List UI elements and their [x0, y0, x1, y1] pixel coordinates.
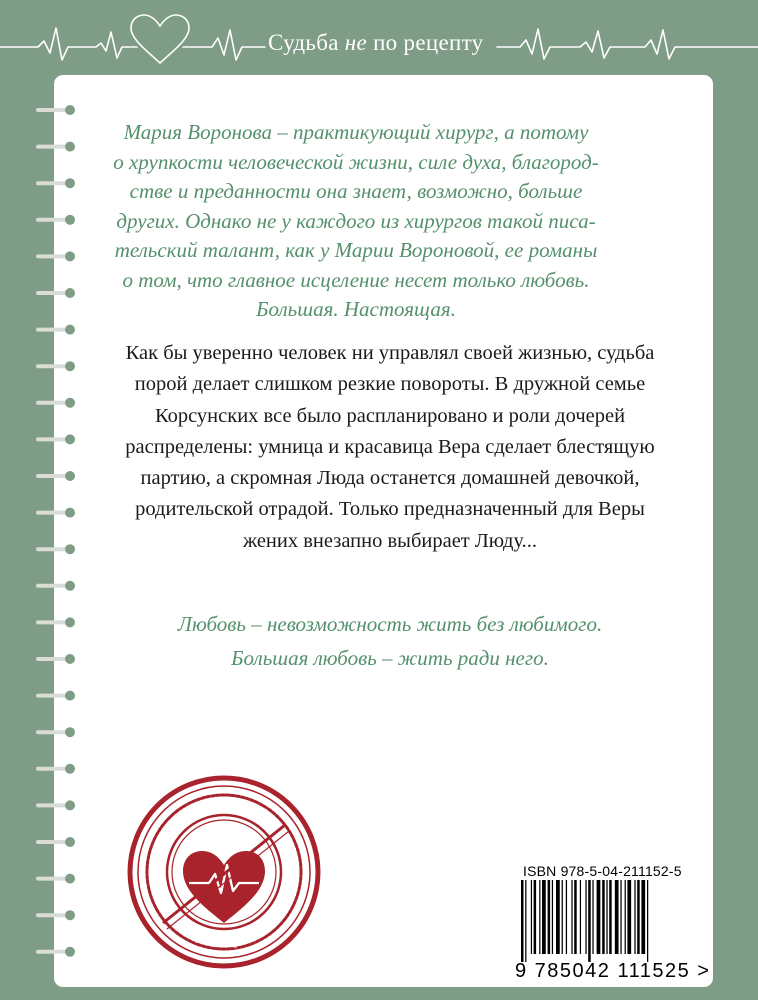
intro-line: стве и преданности она знает, возможно, больше — [129, 179, 583, 203]
intro-line: других. Однако не у каждого из хирургов такой писа- — [116, 208, 596, 233]
intro-line: Большая. Настоящая. — [256, 297, 456, 321]
love-quote — [140, 607, 640, 675]
barcode-icon — [517, 880, 713, 962]
annotation-line: порой делает слишком резкие повороты. В дружной семье — [134, 373, 646, 396]
author-intro — [96, 118, 616, 325]
intro-line: о том, что главное исцеление несет только любовь. — [122, 267, 590, 292]
annotation-line: жених внезапно выбирает Люду... — [242, 529, 538, 552]
quote-line: Большая любовь – жить ради него. — [231, 646, 549, 670]
intro-line: Мария Воронова – практикующий хирург, а потому — [123, 120, 589, 144]
annotation-line: Как бы уверенно человек ни управлял своей жизнью, судьба — [125, 342, 655, 364]
isbn-label: ISBN 978-5-04-211152-5 — [523, 863, 682, 879]
intro-line: о хрупкости человеческой жизни, силе духа, благород- — [113, 149, 599, 174]
annotation-line: партию, а скромная Люда останется домашней девочкой, — [140, 467, 640, 490]
heart-stamp-icon — [125, 773, 323, 971]
series-title: Судьба не по рецепту — [268, 30, 484, 55]
annotation-line: Корсунских все было распланировано и роли дочерей — [154, 404, 626, 427]
barcode-number: 9 785042 111525 > — [515, 960, 711, 982]
annotation-line: распределены: умница и красавица Вера сделает блестящую — [125, 435, 655, 458]
annotation-line: родительской отрадой. Только предназначенный для Веры — [135, 498, 645, 521]
book-annotation — [100, 338, 680, 557]
quote-line: Любовь – невозможность жить без любимого. — [177, 612, 603, 636]
intro-line: тельский талант, как у Марии Вороновой, ее романы — [114, 238, 598, 262]
